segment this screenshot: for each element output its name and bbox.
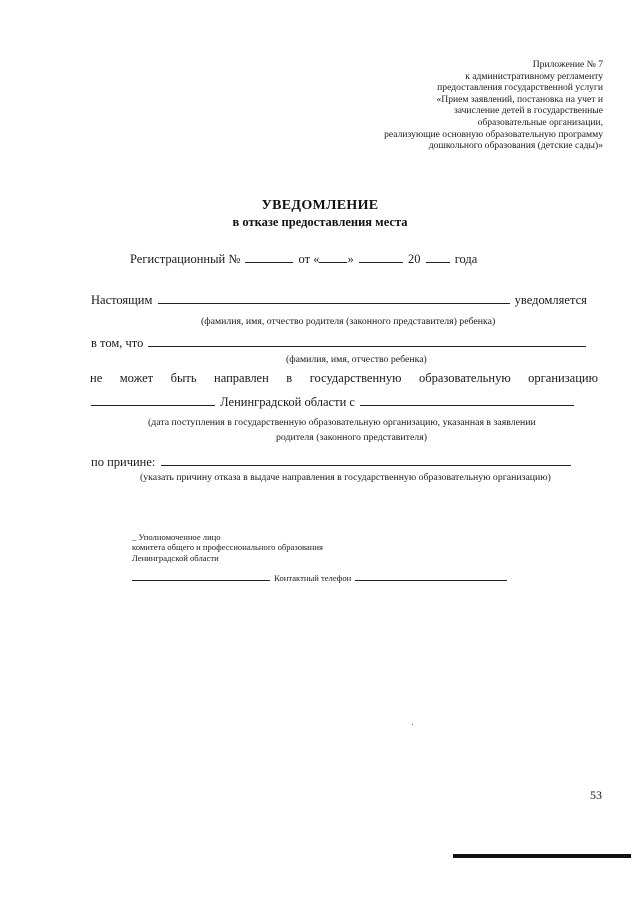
signature-line: _ Уполномоченное лицо [132, 532, 221, 542]
admission-date-hint-line1: (дата поступления в государственную образовательную организацию, указанная в заявлении [148, 417, 536, 428]
contact-line [132, 573, 509, 583]
parent-name-field [158, 302, 510, 304]
registration-from: от « [298, 252, 320, 266]
admission-date-field [360, 404, 574, 406]
statement-word: образовательную [418, 371, 511, 385]
appendix-header [303, 59, 603, 152]
registration-label: Регистрационный № [130, 252, 241, 266]
child-name-hint: (фамилия, имя, отчество ребенка) [286, 354, 427, 365]
appendix-line: к административному регламенту [465, 70, 603, 82]
registration-day-field [319, 261, 347, 263]
registration-year-suffix: года [454, 252, 478, 266]
reason-field [161, 464, 571, 466]
statement-word: может [119, 371, 154, 385]
child-name-field [148, 345, 586, 347]
statement-word: организацию [528, 371, 598, 385]
signature-block [132, 532, 323, 563]
document-subtitle: в отказе предоставления места [232, 215, 408, 229]
reason-line [91, 455, 573, 470]
parent-name-hint: (фамилия, имя, отчество родителя (законного представителя) ребенка) [201, 316, 496, 327]
registration-year-field [426, 261, 450, 263]
signature-field [132, 579, 270, 581]
registration-close-quote: » [347, 252, 354, 266]
notify-trail: уведомляется [514, 293, 587, 307]
registration-month-field [359, 261, 403, 263]
statement-word: направлен [214, 371, 269, 385]
document-title: УВЕДОМЛЕНИЕ [261, 198, 379, 213]
appendix-line: дошкольного образования (детские сады)» [428, 140, 603, 152]
appendix-line: образовательные организации, [477, 116, 603, 128]
signature-line: комитета общего и профессионального образования [132, 542, 323, 553]
statement-line [90, 371, 598, 386]
region-line [91, 395, 576, 410]
statement-word: государственную [309, 371, 402, 385]
statement-word: в [286, 371, 293, 385]
child-line [91, 336, 588, 351]
contact-phone-field [355, 579, 507, 581]
notify-lead: Настоящим [91, 293, 153, 307]
notify-line [91, 293, 587, 308]
registration-number-field [245, 261, 293, 263]
reason-hint: (указать причину отказа в выдаче направления в государственную образовательную организацию) [140, 472, 551, 483]
scan-speck [412, 724, 413, 725]
signature-line: Ленинградской области [132, 552, 219, 563]
statement-word: не [90, 371, 103, 385]
appendix-line: зачисление детей в государственные [453, 105, 603, 117]
registration-year-prefix: 20 [407, 252, 421, 266]
contact-label: Контактный телефон [274, 573, 352, 583]
scan-edge-bar [453, 854, 631, 858]
registration-line [130, 252, 477, 267]
appendix-line: реализующие основную образовательную программу [384, 128, 603, 140]
appendix-line: «Прием заявлений, постановка на учет и [436, 93, 603, 105]
page-number: 53 [590, 788, 602, 802]
region-text: Ленинградской области с [220, 395, 355, 409]
child-lead: в том, что [91, 336, 144, 350]
reason-lead: по причине: [91, 455, 156, 469]
appendix-line: предоставления государственной услуги [437, 82, 603, 94]
appendix-line: Приложение № 7 [532, 59, 603, 70]
statement-word: быть [170, 371, 197, 385]
organization-field [91, 404, 215, 406]
admission-date-hint-line2: родителя (законного представителя) [276, 432, 427, 443]
